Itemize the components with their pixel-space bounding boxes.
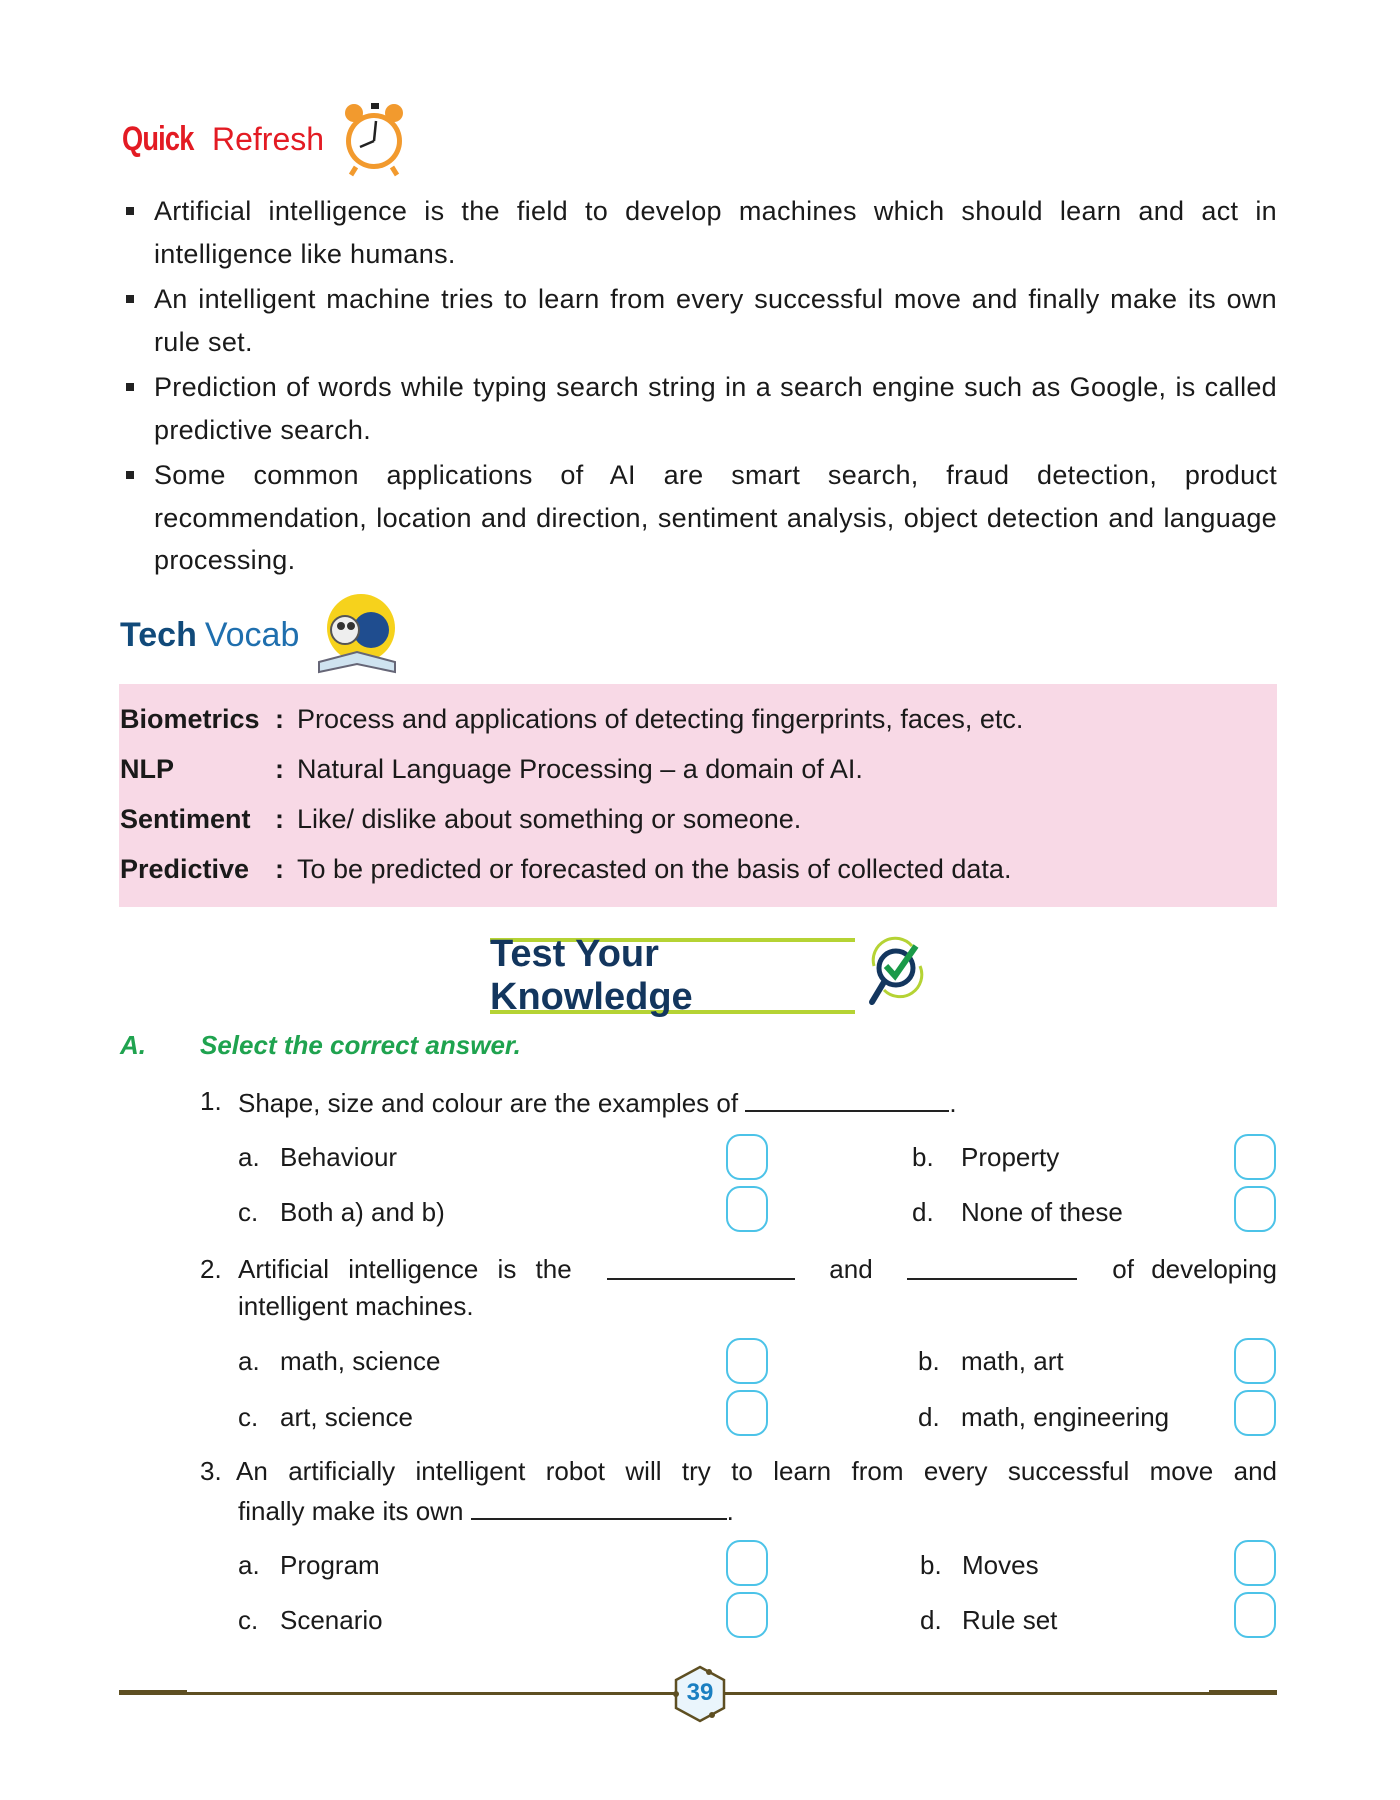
bullet-icon [126, 471, 134, 479]
list-item [122, 190, 1277, 275]
page-number: 39 [686, 1679, 714, 1706]
answer-checkbox[interactable] [1234, 1338, 1276, 1384]
question-text-part: . [726, 1496, 734, 1526]
tech-vocab-title-rest: Vocab [204, 615, 300, 654]
option-letter: d. [918, 1402, 940, 1432]
vocab-definition: Like/ dislike about something or someone. [297, 804, 802, 834]
answer-blank [607, 1254, 795, 1280]
answer-checkbox[interactable] [1234, 1134, 1276, 1180]
answer-checkbox[interactable] [726, 1592, 768, 1638]
answer-checkbox[interactable] [726, 1134, 768, 1180]
bullet-text: Some common applications of AI are smart search, fraud detection, product recommendation, location and direction, sentiment analysis, object detection and language processing. [154, 460, 1277, 575]
question-text-part: Shape, size and colour are the examples of [238, 1088, 739, 1118]
question-text-part: Artificial intelligence is the [238, 1254, 572, 1284]
question-text-part: . [949, 1088, 957, 1118]
question-text-line2: intelligent machines. [238, 1291, 474, 1321]
question-number: 1. [200, 1086, 222, 1116]
page-number-badge [672, 1664, 728, 1724]
option-letter: d. [912, 1197, 934, 1227]
answer-checkbox[interactable] [1234, 1540, 1276, 1586]
vocab-colon: : [275, 704, 284, 734]
option-text: Program [280, 1550, 380, 1580]
quick-refresh-heading [122, 100, 414, 178]
answer-checkbox[interactable] [1234, 1186, 1276, 1232]
vocab-term: Predictive [120, 854, 250, 884]
option-letter: b. [920, 1550, 942, 1580]
bullet-text: Artificial intelligence is the field to develop machines which should learn and act in intelligence like humans. [154, 196, 1277, 269]
option-text: Property [961, 1142, 1060, 1172]
answer-checkbox[interactable] [726, 1186, 768, 1232]
option-text: math, art [961, 1346, 1064, 1376]
option-letter: a. [238, 1142, 260, 1172]
question-text-part: of developing [1112, 1254, 1277, 1284]
question-text: An artificially intelligent robot will try to learn from every successful move and [236, 1456, 1277, 1486]
list-item [122, 278, 1277, 363]
vocab-term: NLP [120, 754, 174, 784]
answer-checkbox[interactable] [1234, 1390, 1276, 1436]
vocab-definition: Process and applications of detecting fingerprints, faces, etc. [297, 704, 1024, 734]
question-number: 3. [200, 1456, 222, 1486]
footer-divider-cap [1209, 1690, 1277, 1695]
bullet-icon [126, 295, 134, 303]
option-text: art, science [280, 1402, 413, 1432]
vocab-term: Sentiment [120, 804, 251, 834]
option-letter: a. [238, 1550, 260, 1580]
option-letter: c. [238, 1402, 259, 1432]
vocab-entry [120, 804, 801, 835]
option-text: Behaviour [280, 1142, 398, 1172]
vocab-colon: : [275, 754, 284, 784]
option-letter: b. [912, 1142, 934, 1172]
reading-owl-icon [309, 590, 405, 680]
vocab-term: Biometrics [120, 704, 260, 734]
alarm-clock-icon [334, 99, 414, 179]
tech-vocab-box [119, 684, 1277, 907]
option-text: Moves [962, 1550, 1039, 1580]
option-letter: d. [920, 1605, 942, 1635]
question-text-part: and [829, 1254, 873, 1284]
question-text [238, 1086, 957, 1119]
question-number: 2. [200, 1254, 222, 1284]
quick-refresh-title-rest: Refresh [212, 120, 325, 157]
tech-vocab-title-bold: Tech [120, 615, 197, 654]
option-text: None of these [961, 1197, 1123, 1227]
answer-checkbox[interactable] [726, 1390, 768, 1436]
footer-divider-cap [119, 1690, 187, 1695]
option-letter: c. [238, 1197, 259, 1227]
magnifier-check-icon [864, 936, 926, 1008]
tech-vocab-heading [120, 590, 405, 680]
option-text: math, engineering [961, 1402, 1170, 1432]
question-text-part: finally make its own [238, 1496, 464, 1526]
vocab-entry [120, 704, 1023, 735]
bullet-text: An intelligent machine tries to learn from every successful move and finally make its own rule set. [154, 284, 1277, 357]
option-text: Scenario [280, 1605, 383, 1635]
list-item [122, 366, 1277, 451]
vocab-colon: : [275, 854, 284, 884]
vocab-colon: : [275, 804, 284, 834]
question-text-line2 [238, 1494, 734, 1527]
test-your-knowledge-banner [490, 933, 855, 1018]
vocab-entry [120, 854, 1011, 885]
answer-checkbox[interactable] [1234, 1592, 1276, 1638]
option-text: Rule set [962, 1605, 1058, 1635]
option-letter: c. [238, 1605, 259, 1635]
option-text: Both a) and b) [280, 1197, 445, 1227]
bullet-text: Prediction of words while typing search string in a search engine such as Google, is called predictive search. [154, 372, 1277, 445]
answer-checkbox[interactable] [726, 1540, 768, 1586]
option-letter: a. [238, 1346, 260, 1376]
answer-blank [471, 1494, 727, 1520]
section-title: Select the correct answer. [200, 1030, 521, 1060]
bullet-icon [126, 207, 134, 215]
option-letter: b. [918, 1346, 940, 1376]
test-title: Test Your Knowledge [490, 933, 693, 1018]
option-text: math, science [280, 1346, 441, 1376]
answer-blank [907, 1254, 1077, 1280]
list-item [122, 454, 1277, 582]
bullet-icon [126, 383, 134, 391]
quick-refresh-list [122, 190, 1277, 585]
answer-blank [745, 1086, 949, 1112]
section-letter: A. [120, 1030, 146, 1060]
answer-checkbox[interactable] [726, 1338, 768, 1384]
question-text [238, 1254, 1277, 1285]
vocab-definition: To be predicted or forecasted on the basis of collected data. [297, 854, 1012, 884]
vocab-entry [120, 754, 863, 785]
vocab-definition: Natural Language Processing – a domain of AI. [297, 754, 863, 784]
quick-refresh-title-bold: Quick [122, 119, 194, 158]
